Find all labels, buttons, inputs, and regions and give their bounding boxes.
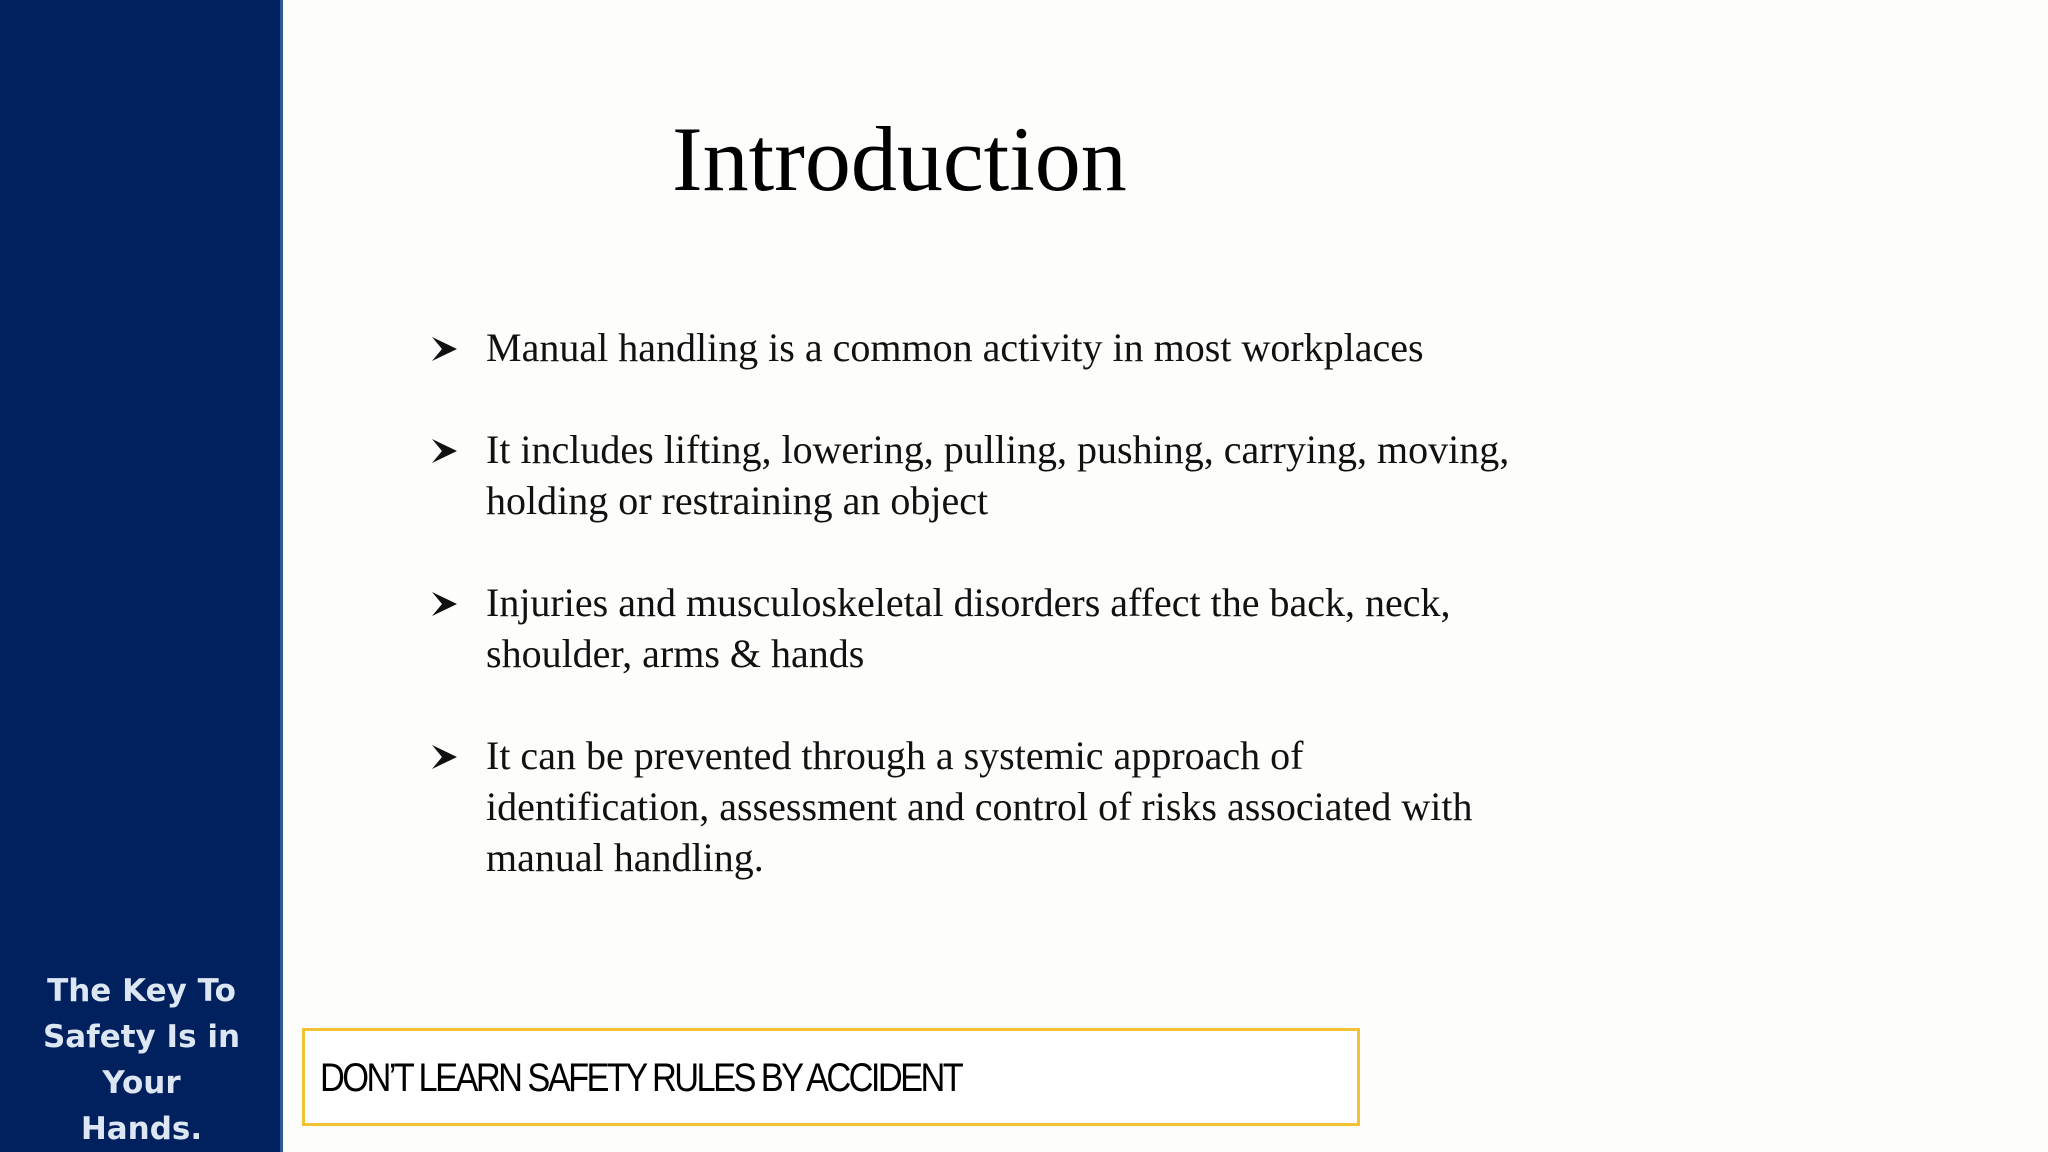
tagline-line: Hands. (80, 1111, 203, 1147)
tagline-line: The Key To (47, 973, 236, 1009)
slide-title: Introduction (672, 108, 1127, 210)
bullet-text: Injuries and musculoskeletal disorders affect the back, neck, (486, 580, 1451, 625)
bullet-item (430, 424, 1630, 526)
arrow-bullet-icon (430, 590, 458, 618)
sidebar-tagline (0, 968, 283, 1152)
footer-banner-text: DON’T LEARN SAFETY RULES BY ACCIDENT (320, 1056, 962, 1100)
sidebar-panel (0, 0, 283, 1152)
bullet-text: identification, assessment and control of risks associated with (486, 784, 1473, 829)
bullet-item (430, 730, 1630, 883)
tagline-line: Safety Is in Your (42, 1019, 241, 1101)
bullet-text: shoulder, arms & hands (486, 631, 865, 676)
bullet-list (430, 322, 1630, 934)
footer-banner (302, 1028, 1360, 1126)
bullet-item (430, 577, 1630, 679)
bullet-text: holding or restraining an object (486, 478, 989, 523)
bullet-text: It includes lifting, lowering, pulling, pushing, carrying, moving, (486, 427, 1510, 472)
arrow-bullet-icon (430, 743, 458, 771)
arrow-bullet-icon (430, 335, 458, 363)
bullet-item (430, 322, 1630, 373)
bullet-text: It can be prevented through a systemic approach of (486, 733, 1304, 778)
bullet-text: Manual handling is a common activity in most workplaces (486, 325, 1424, 370)
arrow-bullet-icon (430, 437, 458, 465)
bullet-text: manual handling. (486, 835, 764, 880)
